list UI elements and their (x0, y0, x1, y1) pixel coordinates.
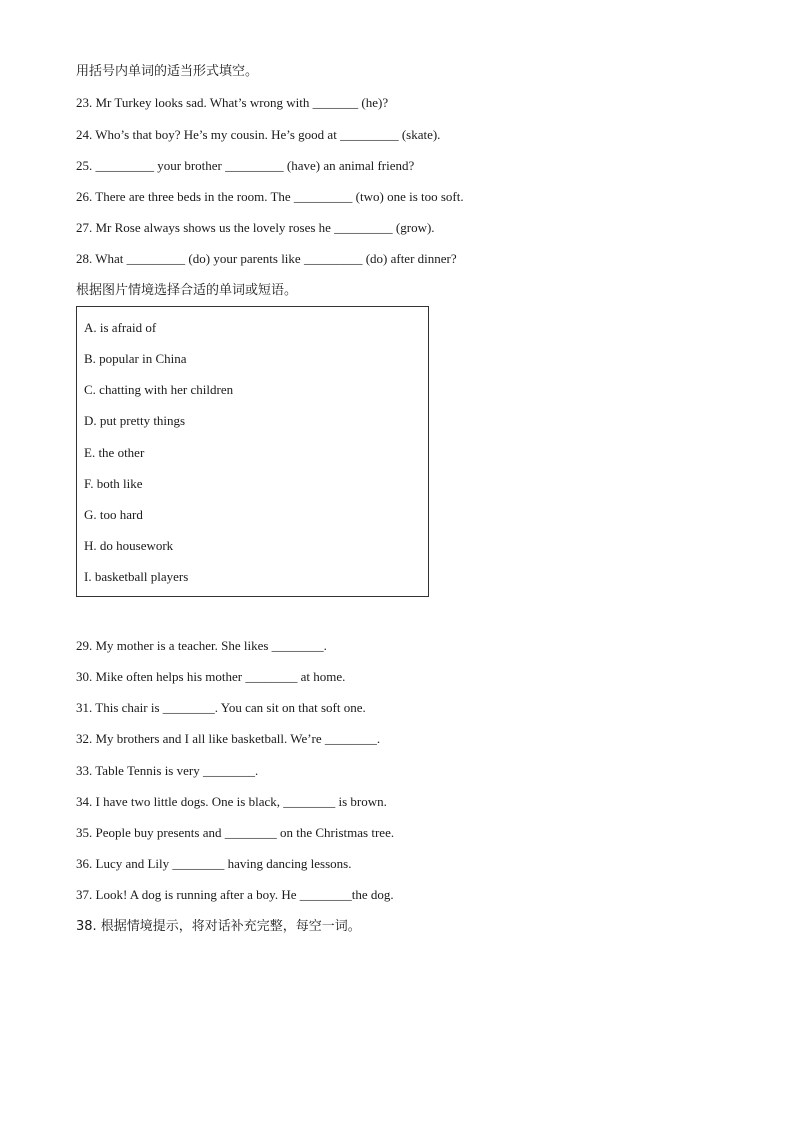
option-h: H. do housework (84, 538, 174, 553)
option-c: C. chatting with her children (84, 382, 234, 397)
question-38-heading: 38. 根据情境提示，将对话补充完整，每空一词。 (76, 919, 361, 934)
question-23: 23. Mr Turkey looks sad. What’s wrong with _______ (he)? (76, 95, 389, 110)
question-31: 31. This chair is ________. You can sit on that soft one. (76, 700, 366, 715)
option-a: A. is afraid of (84, 320, 157, 335)
question-25: 25. _________ your brother _________ (have) an animal friend? (76, 158, 415, 173)
question-28: 28. What _________ (do) your parents like _________ (do) after dinner? (76, 251, 457, 266)
option-e: E. the other (84, 445, 145, 460)
question-26: 26. There are three beds in the room. The _________ (two) one is too soft. (76, 189, 464, 204)
option-i: I. basketball players (84, 569, 189, 584)
option-d: D. put pretty things (84, 413, 186, 428)
question-33: 33. Table Tennis is very ________. (76, 763, 259, 778)
options-box (76, 306, 429, 597)
option-f: F. both like (84, 476, 143, 491)
question-37: 37. Look! A dog is running after a boy. He ________the dog. (76, 887, 394, 902)
question-29: 29. My mother is a teacher. She likes ________. (76, 638, 327, 653)
question-35: 35. People buy presents and ________ on the Christmas tree. (76, 825, 395, 840)
option-b: B. popular in China (84, 351, 187, 366)
section2-heading: 根据图片情境选择合适的单词或短语。 (76, 283, 298, 298)
section1-heading: 用括号内单词的适当形式填空。 (76, 64, 259, 79)
question-27: 27. Mr Rose always shows us the lovely roses he _________ (grow). (76, 220, 435, 235)
question-36: 36. Lucy and Lily ________ having dancing lessons. (76, 856, 352, 871)
option-g: G. too hard (84, 507, 143, 522)
question-32: 32. My brothers and I all like basketball. We’re ________. (76, 731, 381, 746)
question-24: 24. Who’s that boy? He’s my cousin. He’s good at _________ (skate). (76, 127, 441, 142)
question-34: 34. I have two little dogs. One is black, ________ is brown. (76, 794, 387, 809)
question-30: 30. Mike often helps his mother ________ at home. (76, 669, 346, 684)
